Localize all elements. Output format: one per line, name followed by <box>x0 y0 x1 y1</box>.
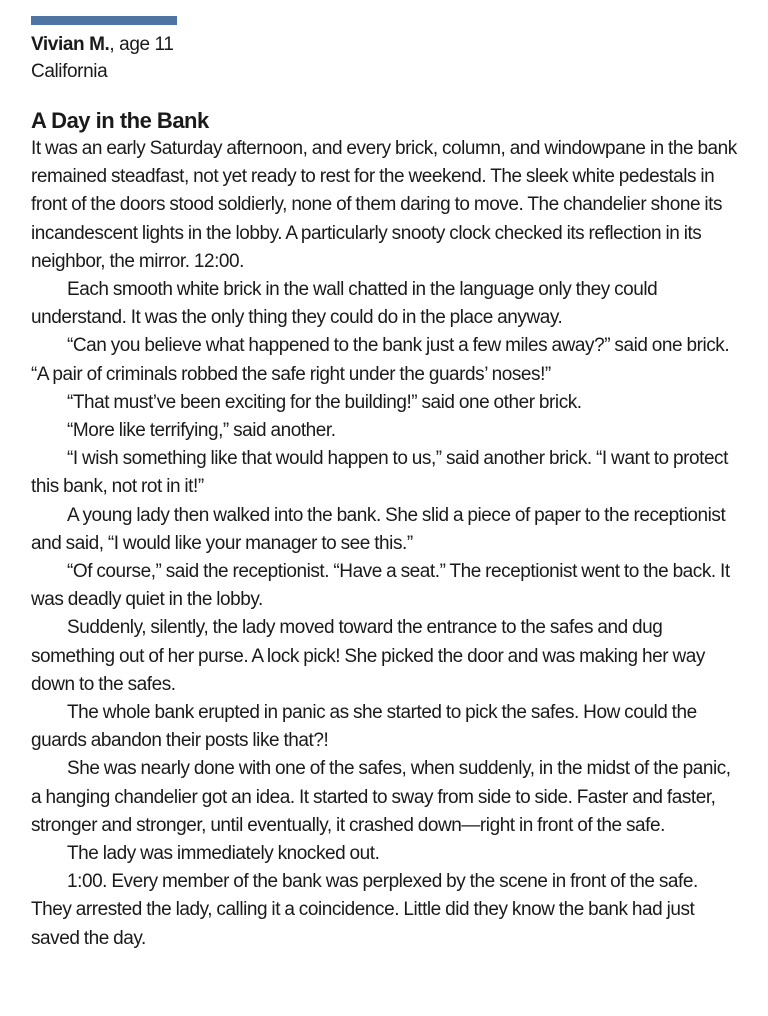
story-title: A Day in the Bank <box>31 108 209 133</box>
story-paragraph: A young lady then walked into the bank. She slid a piece of paper to the receptionist and said, “I would like your manager to see this.” <box>31 504 726 554</box>
story-paragraph: The lady was immediately knocked out. <box>67 843 380 865</box>
story-page <box>31 16 741 953</box>
accent-bar <box>31 16 177 25</box>
author-name: Vivian M. <box>31 34 110 55</box>
story-paragraph: “That must’ve been exciting for the building!” said one other brick. <box>67 391 582 413</box>
story-paragraph: 1:00. Every member of the bank was perplexed by the scene in front of the safe. They arrested the lady, calling it a coincidence. Little did they know the bank had just saved the day. <box>31 871 698 949</box>
story-paragraph: Suddenly, silently, the lady moved toward the entrance to the safes and dug something out of her purse. A lock pick! She picked the door and was making her way down to the safes. <box>31 617 705 695</box>
author-location: California <box>31 61 108 82</box>
story-paragraph: “More like terrifying,” said another. <box>67 420 336 442</box>
author-byline <box>31 31 741 58</box>
author-age: , age 11 <box>109 34 174 55</box>
story-paragraph: “Can you believe what happened to the bank just a few miles away?” said one brick. “A pair of criminals robbed the safe right under the guards’ noses!” <box>31 335 730 385</box>
story-paragraph: She was nearly done with one of the safes, when suddenly, in the midst of the panic, a hanging chandelier got an idea. It started to sway from side to side. Faster and faster, stronger and stronger, until eventually, it crashed down—right in front of the safe. <box>31 758 731 836</box>
story-paragraph: “Of course,” said the receptionist. “Have a seat.” The receptionist went to the back. It was deadly quiet in the lobby. <box>31 561 730 611</box>
story-body <box>31 135 741 953</box>
story-paragraph: Each smooth white brick in the wall chatted in the language only they could understand. It was the only thing they could do in the place anyway. <box>31 279 658 329</box>
story-paragraph: “I wish something like that would happen to us,” said another brick. “I want to protect this bank, not rot in it!” <box>31 448 728 498</box>
story-paragraph: The whole bank erupted in panic as she started to pick the safes. How could the guards abandon their posts like that?! <box>31 702 697 752</box>
story-paragraph: It was an early Saturday afternoon, and every brick, column, and windowpane in the bank remained steadfast, not yet ready to rest for the weekend. The sleek white pedestals in front of the doors stood soldierly, none of them daring to move. The chandelier shone its incandescent lights in the lobby. A particularly snooty clock checked its reflection in its neighbor, the mirror. 12:00. <box>31 138 737 272</box>
